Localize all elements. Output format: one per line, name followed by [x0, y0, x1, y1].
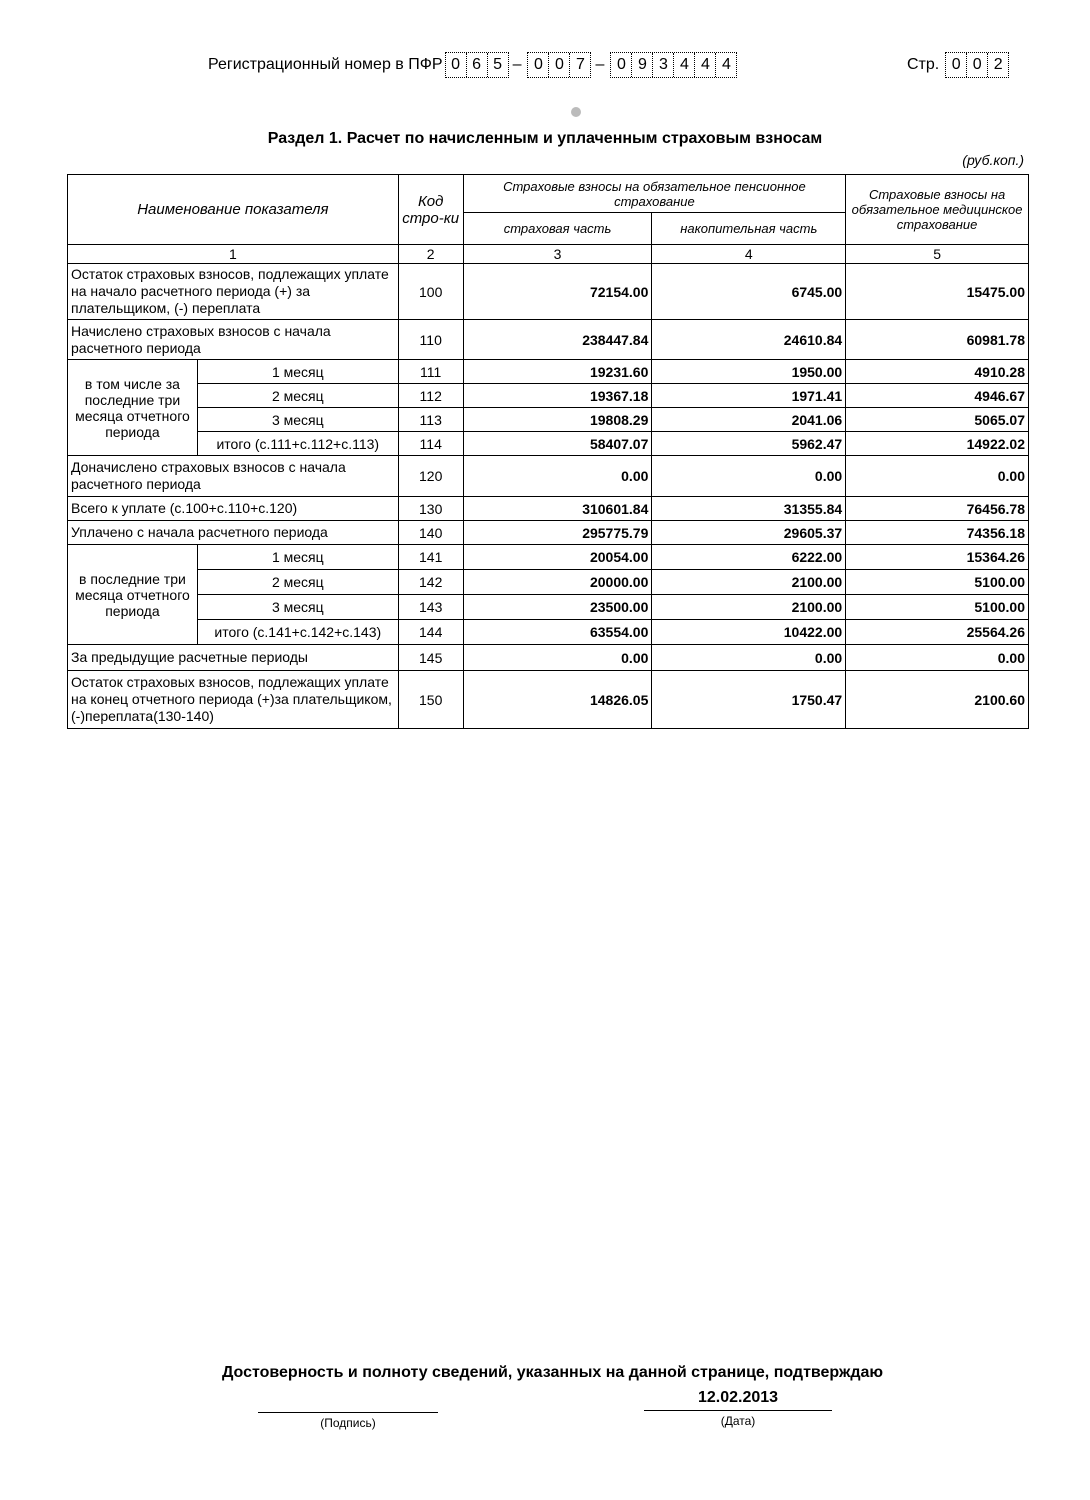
row-code: 144 [398, 620, 463, 645]
table-row-111 [68, 360, 1029, 384]
table-row-140 [68, 521, 1029, 545]
row-code: 100 [398, 264, 463, 320]
row-label: Всего к уплате (с.100+с.110+с.120) [68, 497, 399, 521]
reg-digit: 4 [695, 53, 716, 77]
reg-group-2 [527, 52, 591, 78]
page-digit: 0 [946, 53, 967, 77]
table-row-114 [68, 432, 1029, 456]
page-label: Стр. [907, 56, 940, 73]
reg-digit: 3 [653, 53, 674, 77]
cell-medical: 5065.07 [846, 408, 1029, 432]
row-label: Остаток страховых взносов, подлежащих уплате на начало расчетного периода (+) за плательщиком, (-) переплата [68, 264, 399, 320]
cell-funded: 2100.00 [652, 595, 846, 620]
signing-date: 12.02.2013 [697, 1389, 779, 1406]
cell-insurance: 238447.84 [463, 320, 652, 360]
cell-funded: 0.00 [652, 645, 846, 671]
cell-medical: 0.00 [846, 456, 1029, 497]
row-label: 3 месяц [197, 408, 398, 432]
cell-medical: 15475.00 [846, 264, 1029, 320]
cell-medical: 5100.00 [846, 595, 1029, 620]
cell-insurance: 63554.00 [463, 620, 652, 645]
cell-funded: 6745.00 [652, 264, 846, 320]
reg-digit: 0 [549, 53, 570, 77]
group-label-paid: в последние три месяца отчетного периода [68, 545, 198, 645]
cell-funded: 29605.37 [652, 521, 846, 545]
table-row-144 [68, 620, 1029, 645]
cell-insurance: 0.00 [463, 456, 652, 497]
registration-number [208, 52, 737, 78]
row-label: Начислено страховых взносов с начала расчетного периода [68, 320, 399, 360]
page-digit: 0 [967, 53, 988, 77]
column-numbers-row [68, 245, 1029, 264]
row-label: 1 месяц [197, 360, 398, 384]
row-label: 3 месяц [197, 595, 398, 620]
row-label: итого (с.141+с.142+с.143) [197, 620, 398, 645]
cell-medical: 25564.26 [846, 620, 1029, 645]
cell-funded: 6222.00 [652, 545, 846, 570]
row-code: 120 [398, 456, 463, 497]
cell-insurance: 20000.00 [463, 570, 652, 595]
reg-digit: 6 [467, 53, 488, 77]
cell-insurance: 23500.00 [463, 595, 652, 620]
row-code: 141 [398, 545, 463, 570]
row-label: 2 месяц [197, 570, 398, 595]
row-code: 140 [398, 521, 463, 545]
table-row-143 [68, 595, 1029, 620]
cell-funded: 31355.84 [652, 497, 846, 521]
reg-separator: – [595, 56, 605, 73]
table-row-110 [68, 320, 1029, 360]
row-label: Доначислено страховых взносов с начала расчетного периода [68, 456, 399, 497]
units-label: (руб.коп.) [962, 152, 1024, 168]
cell-funded: 1750.47 [652, 671, 846, 729]
cell-medical: 5100.00 [846, 570, 1029, 595]
cell-funded: 24610.84 [652, 320, 846, 360]
punch-dot [571, 107, 581, 117]
reg-separator: – [512, 56, 522, 73]
registration-label: Регистрационный номер в ПФР [208, 56, 443, 73]
cell-medical: 2100.60 [846, 671, 1029, 729]
header-medical: Страховые взносы на обязательное медицинское страхование [846, 175, 1029, 245]
reg-digit: 9 [632, 53, 653, 77]
table-row-113 [68, 408, 1029, 432]
signature-line [258, 1412, 438, 1413]
date-line [644, 1410, 832, 1411]
cell-insurance: 19231.60 [463, 360, 652, 384]
reg-digit: 7 [576, 56, 585, 73]
cell-insurance: 295775.79 [463, 521, 652, 545]
confirmation-statement: Достоверность и полноту сведений, указанных на данной странице, подтверждаю [221, 1364, 884, 1381]
reg-digit: 0 [446, 53, 467, 77]
date-caption: (Дата) [720, 1414, 756, 1428]
row-code: 145 [398, 645, 463, 671]
row-code: 113 [398, 408, 463, 432]
cell-insurance: 0.00 [463, 645, 652, 671]
page-digits [945, 52, 1009, 78]
cell-funded: 1971.41 [652, 384, 846, 408]
row-label: Остаток страховых взносов, подлежащих уплате на конец отчетного периода (+)за плательщиком,(-)переплата(130-140) [68, 671, 399, 729]
table-row-112 [68, 384, 1029, 408]
cell-insurance: 19367.18 [463, 384, 652, 408]
table-row-145 [68, 645, 1029, 671]
cell-funded: 10422.00 [652, 620, 846, 645]
table-row-141 [68, 545, 1029, 570]
table-row-100 [68, 264, 1029, 320]
signature-caption: (Подпись) [320, 1416, 376, 1430]
row-code: 142 [398, 570, 463, 595]
cell-insurance: 20054.00 [463, 545, 652, 570]
reg-digit: 0 [611, 53, 632, 77]
cell-funded: 2041.06 [652, 408, 846, 432]
header-name: Наименование показателя [68, 175, 399, 245]
contributions-table [67, 174, 1029, 729]
row-label: итого (с.111+с.112+с.113) [197, 432, 398, 456]
cell-insurance: 58407.07 [463, 432, 652, 456]
row-code: 143 [398, 595, 463, 620]
reg-group-3 [610, 52, 737, 78]
reg-digit: 4 [721, 56, 731, 73]
cell-insurance: 19808.29 [463, 408, 652, 432]
colnum: 5 [846, 245, 1029, 264]
header-code: Код стро-ки [398, 175, 463, 245]
header-pension: Страховые взносы на обязательное пенсионное страхование [463, 175, 846, 213]
cell-medical: 4946.67 [846, 384, 1029, 408]
cell-funded: 0.00 [652, 456, 846, 497]
row-code: 112 [398, 384, 463, 408]
row-code: 150 [398, 671, 463, 729]
page-digit: 2 [993, 56, 1003, 73]
reg-digit: 0 [528, 53, 549, 77]
cell-medical: 60981.78 [846, 320, 1029, 360]
colnum: 3 [463, 245, 652, 264]
row-code: 110 [398, 320, 463, 360]
row-code: 130 [398, 497, 463, 521]
cell-medical: 74356.18 [846, 521, 1029, 545]
cell-insurance: 14826.05 [463, 671, 652, 729]
row-label: Уплачено с начала расчетного периода [68, 521, 399, 545]
cell-medical: 0.00 [846, 645, 1029, 671]
cell-insurance: 72154.00 [463, 264, 652, 320]
row-code: 114 [398, 432, 463, 456]
row-label: За предыдущие расчетные периоды [68, 645, 399, 671]
section-title: Раздел 1. Расчет по начисленным и уплаченным страховым взносам [267, 130, 823, 147]
cell-medical: 15364.26 [846, 545, 1029, 570]
header-funded-part: накопительная часть [652, 213, 846, 245]
cell-medical: 14922.02 [846, 432, 1029, 456]
cell-funded: 2100.00 [652, 570, 846, 595]
table-row-150 [68, 671, 1029, 729]
page-number [907, 52, 1009, 78]
group-label-accrued: в том числе за последние три месяца отчетного периода [68, 360, 198, 456]
cell-medical: 76456.78 [846, 497, 1029, 521]
row-label: 1 месяц [197, 545, 398, 570]
table-row-120 [68, 456, 1029, 497]
reg-group-1 [445, 52, 509, 78]
header-insurance-part: страховая часть [463, 213, 652, 245]
reg-digit: 4 [674, 53, 695, 77]
colnum: 2 [398, 245, 463, 264]
cell-medical: 4910.28 [846, 360, 1029, 384]
cell-funded: 1950.00 [652, 360, 846, 384]
cell-insurance: 310601.84 [463, 497, 652, 521]
table-row-142 [68, 570, 1029, 595]
reg-digit: 5 [493, 56, 503, 73]
row-code: 111 [398, 360, 463, 384]
colnum: 4 [652, 245, 846, 264]
colnum: 1 [68, 245, 399, 264]
cell-funded: 5962.47 [652, 432, 846, 456]
row-label: 2 месяц [197, 384, 398, 408]
table-row-130 [68, 497, 1029, 521]
